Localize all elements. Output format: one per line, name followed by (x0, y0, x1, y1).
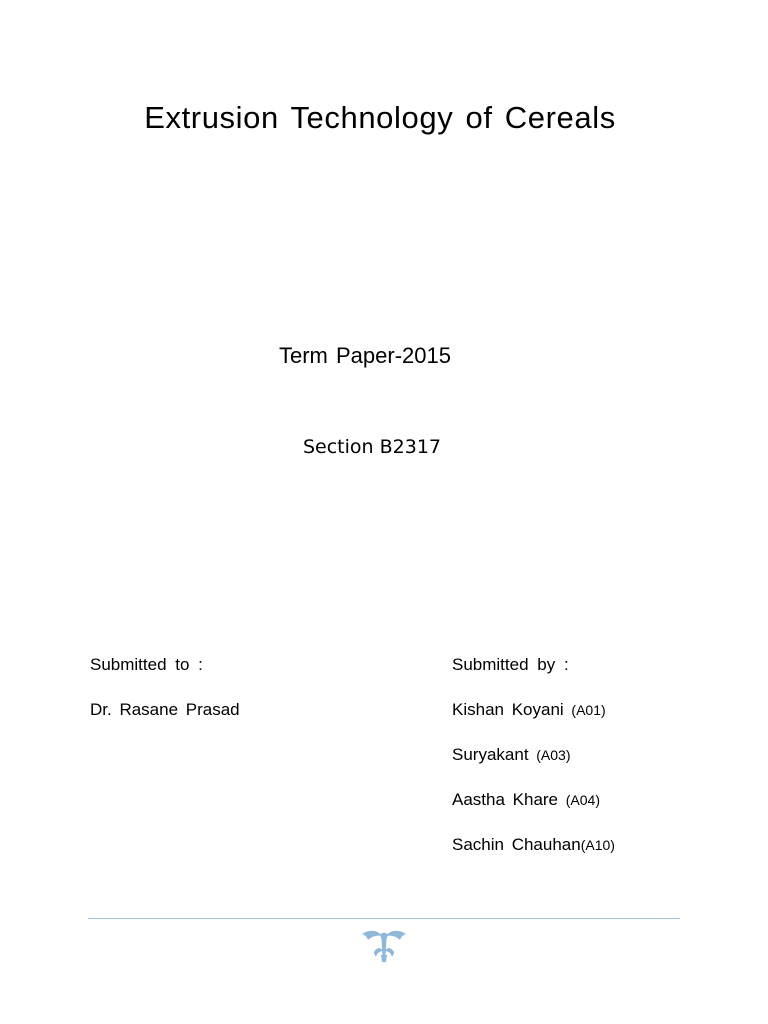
member-entry (452, 744, 615, 789)
member-roll: (A10) (580, 837, 615, 853)
member-roll: (A04) (565, 792, 600, 808)
document-title: Extrusion Technology of Cereals (144, 100, 616, 135)
submitted-by-heading: Submitted by : (452, 655, 569, 674)
member-name: Suryakant (452, 745, 537, 764)
member-entry (452, 699, 615, 744)
footer-rule (88, 918, 680, 919)
section-code: Section B2317 (302, 436, 442, 458)
member-entry (452, 789, 615, 834)
member-roll: (A03) (536, 747, 571, 763)
member-name: Kishan Koyani (452, 700, 572, 719)
member-roll: (A01) (571, 702, 606, 718)
member-entry (452, 834, 615, 879)
submitted-by-block (452, 654, 615, 879)
document-subtitle: Term Paper-2015 (279, 343, 451, 368)
member-name: Aastha Khare (452, 790, 566, 809)
fleuron-ornament-icon (360, 926, 408, 964)
supervisor-name: Dr. Rasane Prasad (90, 700, 240, 719)
submitted-to-heading: Submitted to : (90, 655, 203, 674)
member-name: Sachin Chauhan (452, 835, 581, 854)
submitted-to-block (90, 654, 240, 744)
